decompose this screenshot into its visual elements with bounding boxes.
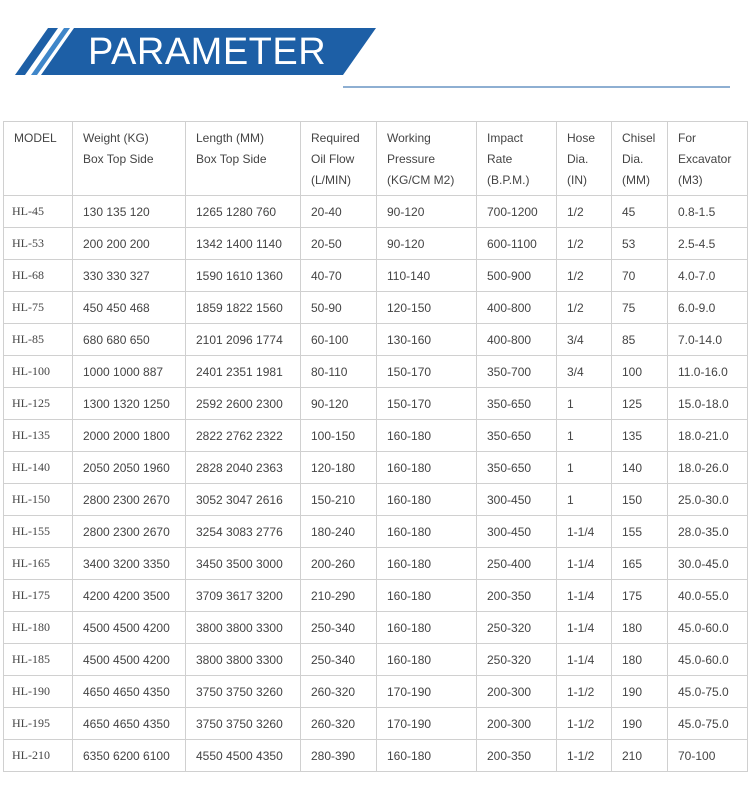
table-cell: 350-650 bbox=[477, 388, 557, 420]
table-cell: 1 bbox=[557, 452, 612, 484]
table-cell: 11.0-16.0 bbox=[668, 356, 748, 388]
table-cell: 1/2 bbox=[557, 228, 612, 260]
column-header-line: Length (MM) bbox=[196, 131, 265, 145]
model-cell: HL-75 bbox=[4, 292, 73, 324]
table-cell: 120-150 bbox=[377, 292, 477, 324]
table-cell: 130 135 120 bbox=[73, 196, 186, 228]
table-cell: 160-180 bbox=[377, 644, 477, 676]
table-cell: 90-120 bbox=[377, 196, 477, 228]
table-cell: 2000 2000 1800 bbox=[73, 420, 186, 452]
table-row bbox=[4, 388, 748, 420]
table-cell: 1 bbox=[557, 420, 612, 452]
table-cell: 150-170 bbox=[377, 388, 477, 420]
model-cell: HL-195 bbox=[4, 708, 73, 740]
table-header-row bbox=[4, 122, 748, 196]
table-cell: 6.0-9.0 bbox=[668, 292, 748, 324]
model-cell: HL-165 bbox=[4, 548, 73, 580]
table-cell: 28.0-35.0 bbox=[668, 516, 748, 548]
table-body bbox=[4, 196, 748, 772]
table-cell: 7.0-14.0 bbox=[668, 324, 748, 356]
table-cell: 170-190 bbox=[377, 708, 477, 740]
table-cell: 330 330 327 bbox=[73, 260, 186, 292]
table-cell: 2828 2040 2363 bbox=[186, 452, 301, 484]
table-cell: 4500 4500 4200 bbox=[73, 644, 186, 676]
table-row bbox=[4, 708, 748, 740]
table-cell: 280-390 bbox=[301, 740, 377, 772]
table-cell: 2800 2300 2670 bbox=[73, 484, 186, 516]
column-header bbox=[612, 122, 668, 196]
column-header-line: Impact bbox=[487, 131, 524, 145]
table-cell: 1 bbox=[557, 388, 612, 420]
model-cell: HL-180 bbox=[4, 612, 73, 644]
table-row bbox=[4, 580, 748, 612]
table-cell: 1/2 bbox=[557, 196, 612, 228]
table-cell: 2101 2096 1774 bbox=[186, 324, 301, 356]
column-header-line: Oil Flow bbox=[311, 152, 355, 166]
table-cell: 4550 4500 4350 bbox=[186, 740, 301, 772]
column-header-line: Box Top Side bbox=[196, 152, 267, 166]
table-cell: 300-450 bbox=[477, 484, 557, 516]
table-cell: 1-1/4 bbox=[557, 548, 612, 580]
column-header bbox=[4, 122, 73, 196]
table-cell: 400-800 bbox=[477, 324, 557, 356]
table-cell: 3800 3800 3300 bbox=[186, 644, 301, 676]
table-row bbox=[4, 644, 748, 676]
table-cell: 53 bbox=[612, 228, 668, 260]
column-header-line: Chisel bbox=[622, 131, 656, 145]
table-cell: 1000 1000 887 bbox=[73, 356, 186, 388]
column-header-line: Hose bbox=[567, 131, 596, 145]
table-cell: 3254 3083 2776 bbox=[186, 516, 301, 548]
table-cell: 450 450 468 bbox=[73, 292, 186, 324]
column-header-line: Rate bbox=[487, 152, 513, 166]
column-header bbox=[186, 122, 301, 196]
model-cell: HL-150 bbox=[4, 484, 73, 516]
table-cell: 175 bbox=[612, 580, 668, 612]
column-header-line: (MM) bbox=[622, 173, 650, 187]
model-cell: HL-85 bbox=[4, 324, 73, 356]
table-cell: 18.0-21.0 bbox=[668, 420, 748, 452]
table-cell: 155 bbox=[612, 516, 668, 548]
table-cell: 3709 3617 3200 bbox=[186, 580, 301, 612]
table-cell: 250-320 bbox=[477, 644, 557, 676]
table-row bbox=[4, 548, 748, 580]
table-row bbox=[4, 516, 748, 548]
table-cell: 6350 6200 6100 bbox=[73, 740, 186, 772]
column-header bbox=[377, 122, 477, 196]
table-cell: 160-180 bbox=[377, 452, 477, 484]
model-cell: HL-53 bbox=[4, 228, 73, 260]
table-cell: 1-1/2 bbox=[557, 740, 612, 772]
table-cell: 190 bbox=[612, 676, 668, 708]
table-cell: 135 bbox=[612, 420, 668, 452]
page-title: PARAMETER bbox=[88, 31, 327, 73]
model-cell: HL-155 bbox=[4, 516, 73, 548]
table-cell: 45 bbox=[612, 196, 668, 228]
table-cell: 4.0-7.0 bbox=[668, 260, 748, 292]
table-cell: 3750 3750 3260 bbox=[186, 708, 301, 740]
table-cell: 100-150 bbox=[301, 420, 377, 452]
table-cell: 190 bbox=[612, 708, 668, 740]
table-cell: 1-1/4 bbox=[557, 612, 612, 644]
model-cell: HL-68 bbox=[4, 260, 73, 292]
column-header-line: (IN) bbox=[567, 173, 587, 187]
table-cell: 20-40 bbox=[301, 196, 377, 228]
table-cell: 4500 4500 4200 bbox=[73, 612, 186, 644]
table-cell: 180 bbox=[612, 612, 668, 644]
table-cell: 40-70 bbox=[301, 260, 377, 292]
column-header-line: Required bbox=[311, 131, 360, 145]
table-cell: 45.0-75.0 bbox=[668, 708, 748, 740]
table-cell: 1265 1280 760 bbox=[186, 196, 301, 228]
table-cell: 1-1/2 bbox=[557, 676, 612, 708]
table-cell: 25.0-30.0 bbox=[668, 484, 748, 516]
table-cell: 680 680 650 bbox=[73, 324, 186, 356]
table-cell: 40.0-55.0 bbox=[668, 580, 748, 612]
table-row bbox=[4, 484, 748, 516]
column-header-line: MODEL bbox=[14, 131, 57, 145]
table-cell: 1859 1822 1560 bbox=[186, 292, 301, 324]
table-cell: 70 bbox=[612, 260, 668, 292]
table-cell: 160-180 bbox=[377, 420, 477, 452]
table-cell: 1-1/4 bbox=[557, 516, 612, 548]
table-cell: 160-180 bbox=[377, 548, 477, 580]
table-cell: 110-140 bbox=[377, 260, 477, 292]
table-cell: 150-210 bbox=[301, 484, 377, 516]
column-header-line: (B.P.M.) bbox=[487, 173, 530, 187]
table-cell: 160-180 bbox=[377, 612, 477, 644]
column-header bbox=[557, 122, 612, 196]
table-cell: 250-400 bbox=[477, 548, 557, 580]
table-cell: 140 bbox=[612, 452, 668, 484]
column-header-line: Box Top Side bbox=[83, 152, 154, 166]
table-cell: 1/2 bbox=[557, 292, 612, 324]
column-header-line: Pressure bbox=[387, 152, 436, 166]
model-cell: HL-100 bbox=[4, 356, 73, 388]
table-cell: 160-180 bbox=[377, 516, 477, 548]
table-cell: 160-180 bbox=[377, 484, 477, 516]
table-cell: 90-120 bbox=[301, 388, 377, 420]
table-cell: 200-300 bbox=[477, 708, 557, 740]
table-cell: 3800 3800 3300 bbox=[186, 612, 301, 644]
table-row bbox=[4, 452, 748, 484]
model-cell: HL-135 bbox=[4, 420, 73, 452]
table-cell: 20-50 bbox=[301, 228, 377, 260]
table-row bbox=[4, 356, 748, 388]
table-cell: 3/4 bbox=[557, 356, 612, 388]
model-cell: HL-190 bbox=[4, 676, 73, 708]
table-cell: 350-650 bbox=[477, 452, 557, 484]
table-row bbox=[4, 324, 748, 356]
table-cell: 250-340 bbox=[301, 644, 377, 676]
table-cell: 1/2 bbox=[557, 260, 612, 292]
table-cell: 300-450 bbox=[477, 516, 557, 548]
table-cell: 400-800 bbox=[477, 292, 557, 324]
table-cell: 3052 3047 2616 bbox=[186, 484, 301, 516]
table-cell: 75 bbox=[612, 292, 668, 324]
table-cell: 250-320 bbox=[477, 612, 557, 644]
table-cell: 200-350 bbox=[477, 580, 557, 612]
table-cell: 1342 1400 1140 bbox=[186, 228, 301, 260]
table-cell: 15.0-18.0 bbox=[668, 388, 748, 420]
table-cell: 500-900 bbox=[477, 260, 557, 292]
table-cell: 700-1200 bbox=[477, 196, 557, 228]
table-cell: 45.0-75.0 bbox=[668, 676, 748, 708]
table-cell: 90-120 bbox=[377, 228, 477, 260]
table-cell: 1-1/2 bbox=[557, 708, 612, 740]
table-cell: 210-290 bbox=[301, 580, 377, 612]
table-row bbox=[4, 420, 748, 452]
parameter-banner bbox=[0, 0, 750, 100]
column-header-line: Weight (KG) bbox=[83, 131, 149, 145]
table-cell: 130-160 bbox=[377, 324, 477, 356]
table-cell: 180-240 bbox=[301, 516, 377, 548]
table-cell: 45.0-60.0 bbox=[668, 612, 748, 644]
table-row bbox=[4, 196, 748, 228]
model-cell: HL-185 bbox=[4, 644, 73, 676]
column-header-line: Dia. bbox=[622, 152, 644, 166]
column-header-line: (KG/CM M2) bbox=[387, 173, 455, 187]
table-cell: 4650 4650 4350 bbox=[73, 676, 186, 708]
table-cell: 2800 2300 2670 bbox=[73, 516, 186, 548]
table-cell: 1-1/4 bbox=[557, 644, 612, 676]
table-cell: 1590 1610 1360 bbox=[186, 260, 301, 292]
table-cell: 1-1/4 bbox=[557, 580, 612, 612]
table-cell: 125 bbox=[612, 388, 668, 420]
table-cell: 600-1100 bbox=[477, 228, 557, 260]
table-cell: 3/4 bbox=[557, 324, 612, 356]
table-cell: 200 200 200 bbox=[73, 228, 186, 260]
column-header-line: (L/MIN) bbox=[311, 173, 351, 187]
table-cell: 4650 4650 4350 bbox=[73, 708, 186, 740]
table-cell: 350-650 bbox=[477, 420, 557, 452]
table-cell: 70-100 bbox=[668, 740, 748, 772]
table-cell: 3400 3200 3350 bbox=[73, 548, 186, 580]
column-header-line: Dia. bbox=[567, 152, 589, 166]
table-cell: 210 bbox=[612, 740, 668, 772]
table-cell: 160-180 bbox=[377, 740, 477, 772]
column-header bbox=[301, 122, 377, 196]
table-row bbox=[4, 260, 748, 292]
table-cell: 3750 3750 3260 bbox=[186, 676, 301, 708]
table-cell: 2592 2600 2300 bbox=[186, 388, 301, 420]
table-cell: 200-260 bbox=[301, 548, 377, 580]
table-cell: 50-90 bbox=[301, 292, 377, 324]
table-cell: 260-320 bbox=[301, 676, 377, 708]
table-cell: 160-180 bbox=[377, 580, 477, 612]
table-cell: 120-180 bbox=[301, 452, 377, 484]
table-cell: 200-300 bbox=[477, 676, 557, 708]
table-row bbox=[4, 740, 748, 772]
model-cell: HL-125 bbox=[4, 388, 73, 420]
table-cell: 80-110 bbox=[301, 356, 377, 388]
column-header bbox=[668, 122, 748, 196]
model-cell: HL-210 bbox=[4, 740, 73, 772]
table-cell: 100 bbox=[612, 356, 668, 388]
column-header bbox=[477, 122, 557, 196]
table-cell: 350-700 bbox=[477, 356, 557, 388]
table-cell: 2822 2762 2322 bbox=[186, 420, 301, 452]
table-cell: 45.0-60.0 bbox=[668, 644, 748, 676]
table-cell: 85 bbox=[612, 324, 668, 356]
table-cell: 2401 2351 1981 bbox=[186, 356, 301, 388]
column-header-line: Excavator bbox=[678, 152, 732, 166]
table-cell: 0.8-1.5 bbox=[668, 196, 748, 228]
column-header-line: Working bbox=[387, 131, 431, 145]
table-cell: 150-170 bbox=[377, 356, 477, 388]
table-cell: 2050 2050 1960 bbox=[73, 452, 186, 484]
column-header bbox=[73, 122, 186, 196]
table-cell: 260-320 bbox=[301, 708, 377, 740]
table-cell: 180 bbox=[612, 644, 668, 676]
table-cell: 170-190 bbox=[377, 676, 477, 708]
table-cell: 4200 4200 3500 bbox=[73, 580, 186, 612]
column-header-line: (M3) bbox=[678, 173, 703, 187]
model-cell: HL-175 bbox=[4, 580, 73, 612]
table-cell: 1300 1320 1250 bbox=[73, 388, 186, 420]
table-cell: 60-100 bbox=[301, 324, 377, 356]
table-cell: 150 bbox=[612, 484, 668, 516]
table-cell: 18.0-26.0 bbox=[668, 452, 748, 484]
model-cell: HL-45 bbox=[4, 196, 73, 228]
column-header-line: For bbox=[678, 131, 696, 145]
table-row bbox=[4, 676, 748, 708]
table-cell: 1 bbox=[557, 484, 612, 516]
table-row bbox=[4, 612, 748, 644]
table-cell: 30.0-45.0 bbox=[668, 548, 748, 580]
table-row bbox=[4, 292, 748, 324]
model-cell: HL-140 bbox=[4, 452, 73, 484]
table-cell: 200-350 bbox=[477, 740, 557, 772]
table-row bbox=[4, 228, 748, 260]
parameter-table bbox=[3, 121, 748, 772]
table-cell: 2.5-4.5 bbox=[668, 228, 748, 260]
table-cell: 250-340 bbox=[301, 612, 377, 644]
table-cell: 165 bbox=[612, 548, 668, 580]
table-cell: 3450 3500 3000 bbox=[186, 548, 301, 580]
